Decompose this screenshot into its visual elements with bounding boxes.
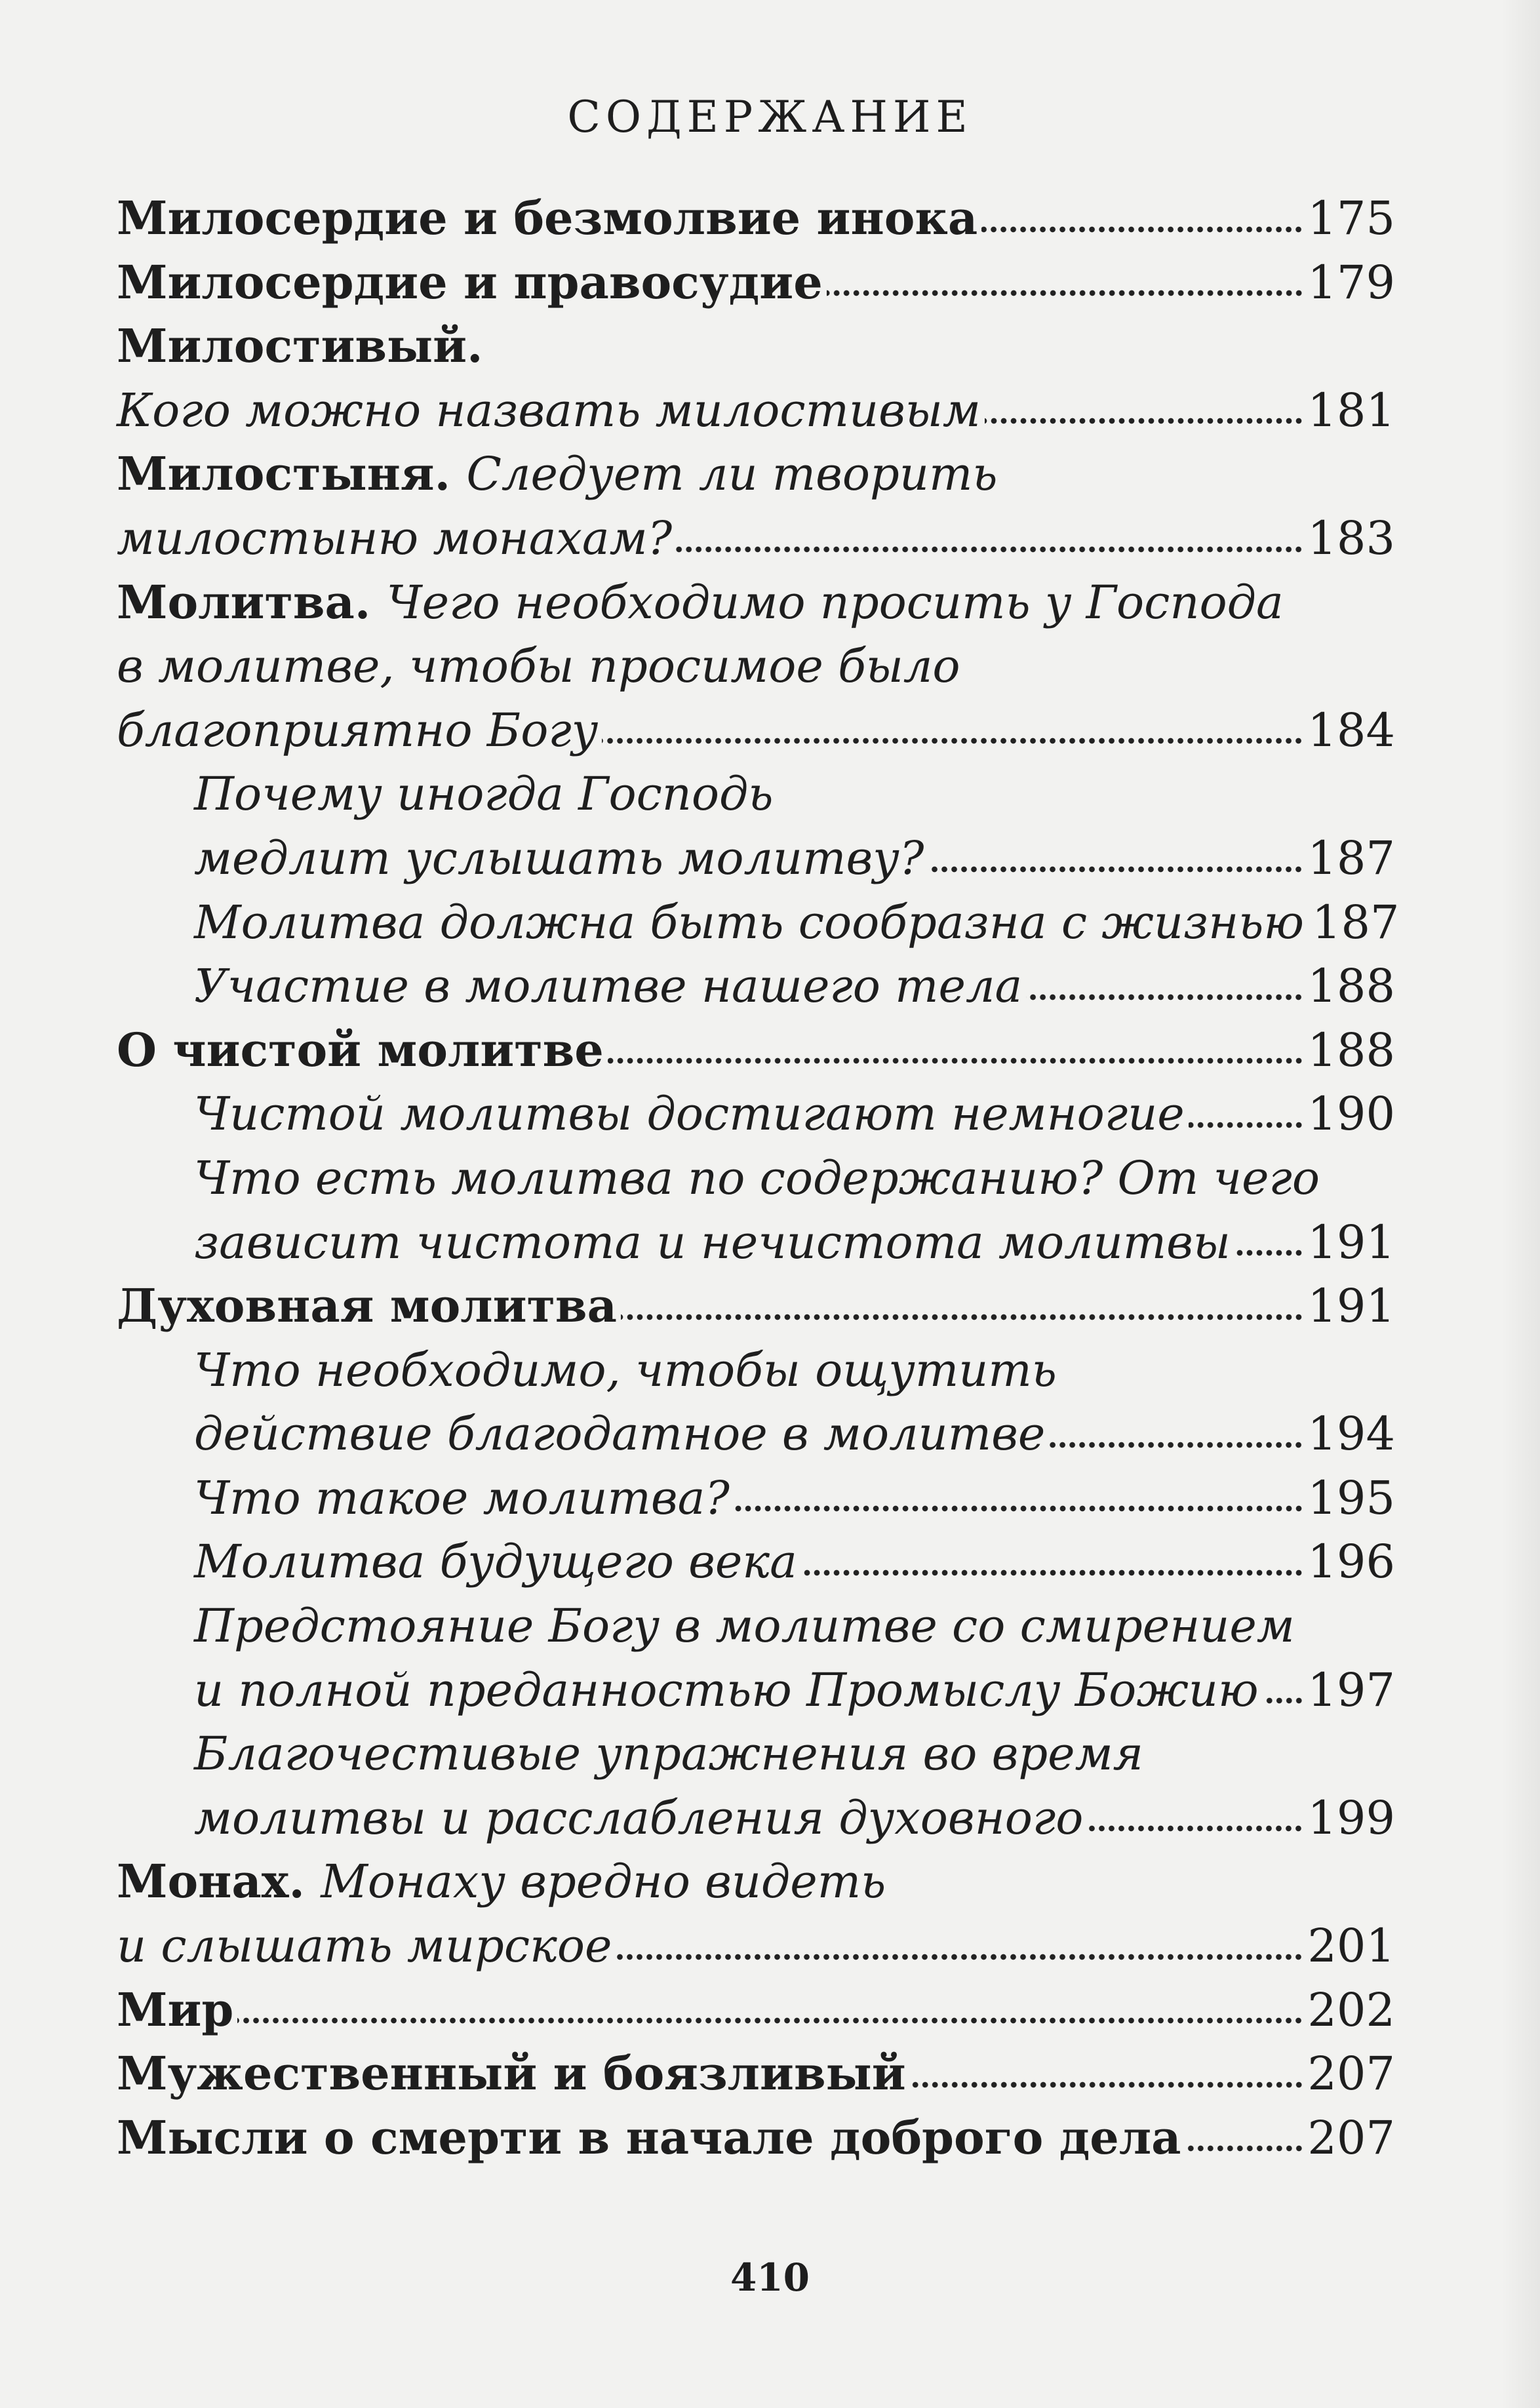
toc-entry (117, 1914, 1395, 1979)
toc-entry-title (194, 1210, 1231, 1275)
toc-entry-title (117, 250, 823, 315)
dot-leader (616, 1953, 1303, 1961)
dot-leader (801, 1569, 1304, 1577)
toc-entry-heading: Молитва. (117, 574, 387, 629)
toc-entry-subtitle: Чистой молитвы достигают немногие (194, 1087, 1185, 1141)
dot-leader (608, 1057, 1304, 1065)
toc-entry (117, 955, 1395, 1019)
toc-entry-heading: Милосердие и правосудие (117, 254, 823, 309)
toc-entry (117, 1850, 1395, 1914)
toc-entry (117, 891, 1400, 955)
toc-entry-subtitle: Участие в молитве нашего тела (194, 959, 1023, 1014)
toc-page-number: 190 (1307, 1087, 1395, 1141)
toc-entry-subtitle: зависит чистота и нечистота молитвы (194, 1215, 1231, 1269)
toc-entry-heading: Мир (117, 1982, 234, 2037)
toc-entry-title (117, 2042, 906, 2106)
toc-entry (117, 1530, 1395, 1594)
toc-page-number: 188 (1307, 1023, 1395, 1077)
dot-leader (734, 1505, 1304, 1512)
toc-entry (117, 1147, 1395, 1211)
toc-entry-subtitle: и полной преданностью Промыслу Божию (194, 1663, 1259, 1717)
dot-leader (928, 865, 1303, 873)
toc-entry-subtitle: медлит услышать молитву? (194, 831, 924, 885)
toc-entry-subtitle: Что необходимо, чтобы ощутить (194, 1343, 1057, 1397)
toc-entry-title (117, 1849, 886, 1914)
toc-entry (117, 251, 1395, 315)
toc-entry (117, 1402, 1395, 1467)
toc-entry-subtitle: Следует ли творить (466, 447, 998, 502)
toc-entry-title (117, 1274, 617, 1339)
toc-entry-title (194, 826, 924, 891)
page-edge-shadow (1501, 0, 1540, 2408)
toc-entry-title (194, 1082, 1185, 1147)
toc-page-number: 207 (1307, 2047, 1395, 2101)
toc-entry (117, 1211, 1395, 1275)
toc-page-number: 197 (1307, 1663, 1395, 1717)
toc-entry (117, 1722, 1395, 1786)
table-of-contents (117, 187, 1400, 2170)
toc-entry (117, 187, 1395, 251)
toc-entry-heading: Монах. (117, 1854, 321, 1909)
toc-entry-title (194, 1338, 1057, 1403)
toc-entry (117, 1979, 1395, 2043)
toc-entry-heading: Милостивый. (117, 319, 483, 374)
toc-entry-subtitle: в молитве, чтобы просимое было (117, 639, 960, 694)
toc-entry-heading: Духовная молитва (117, 1278, 617, 1333)
toc-entry-subtitle: Молитва будущего века (194, 1535, 797, 1589)
toc-entry-subtitle: Предстояние Богу в молитве со смирением (194, 1599, 1295, 1653)
toc-entry-title (117, 634, 960, 699)
toc-entry-title (194, 1658, 1259, 1723)
toc-entry-subtitle: милостыню монахам? (117, 511, 673, 565)
toc-page-number: 207 (1307, 2110, 1395, 2165)
toc-entry-heading: О чистой молитве (117, 1022, 604, 1077)
dot-leader (1049, 1441, 1303, 1449)
toc-entry (117, 443, 1395, 507)
dot-leader (237, 2017, 1303, 2024)
dot-leader (1234, 1249, 1303, 1257)
toc-entry-subtitle: Чего необходимо просить у Господа (386, 575, 1284, 629)
toc-entry-heading: Милосердие и безмолвие инока (117, 191, 978, 245)
dot-leader (1185, 2144, 1304, 2152)
toc-page-number: 187 (1307, 831, 1395, 885)
toc-entry-title (194, 1594, 1295, 1659)
toc-entry-subtitle: Что такое молитва? (194, 1470, 730, 1525)
toc-entry-subtitle: Монаху вредно видеть (321, 1855, 886, 1909)
toc-page-number: 187 (1311, 895, 1400, 949)
dot-leader (676, 545, 1303, 553)
toc-page-number: 199 (1307, 1790, 1395, 1845)
toc-entry (117, 762, 1395, 827)
toc-entry-subtitle: Благочестивые упражнения во время (194, 1727, 1143, 1781)
toc-page-number: 175 (1307, 191, 1395, 245)
toc-entry (117, 1339, 1395, 1403)
toc-entry (117, 1786, 1395, 1851)
toc-entry-subtitle: Молитва должна быть сообразна с жизнью (194, 895, 1304, 949)
toc-entry (117, 379, 1395, 443)
dot-leader (621, 1313, 1303, 1321)
toc-page-number: 201 (1307, 1919, 1395, 1973)
dot-leader (910, 2081, 1304, 2089)
toc-entry-heading: Милостыня. (117, 446, 467, 502)
toc-entry (117, 507, 1395, 571)
toc-entry (117, 2042, 1395, 2106)
dot-leader (1263, 1697, 1304, 1705)
toc-entry-subtitle: Что есть молитва по содержанию? От чего (194, 1151, 1320, 1205)
page-number: 410 (730, 2255, 810, 2300)
toc-entry-heading: Мужественный и боязливый (117, 2046, 906, 2101)
toc-page-number: 191 (1307, 1279, 1395, 1333)
toc-entry (117, 827, 1395, 891)
toc-entry-heading: Мысли о смерти в начале доброго дела (117, 2110, 1181, 2165)
toc-entry-title (117, 1978, 233, 2043)
toc-entry-title (194, 762, 774, 827)
dot-leader (1026, 993, 1303, 1001)
dot-leader (981, 226, 1303, 233)
toc-entry (117, 571, 1395, 635)
toc-entry (117, 1082, 1395, 1147)
toc-entry-title (194, 1146, 1320, 1211)
toc-entry-subtitle: действие благодатное в молитве (194, 1407, 1046, 1461)
toc-page-number: 184 (1307, 703, 1395, 757)
dot-leader (1189, 1121, 1304, 1129)
dot-leader (1087, 1825, 1303, 1832)
toc-page-number: 181 (1307, 383, 1395, 437)
toc-entry-title (194, 1786, 1083, 1851)
toc-entry (117, 1659, 1395, 1723)
toc-page-number: 194 (1307, 1407, 1395, 1461)
toc-page-number: 191 (1307, 1215, 1395, 1269)
dot-leader (602, 737, 1303, 745)
page-title: СОДЕРЖАНИЕ (567, 92, 973, 142)
toc-page-number: 183 (1307, 511, 1395, 565)
toc-entry-subtitle: Почему иногда Господь (194, 767, 774, 821)
toc-page-number: 188 (1307, 959, 1395, 1014)
toc-entry (117, 1467, 1395, 1531)
toc-entry-title (117, 506, 672, 571)
toc-entry-title (194, 1722, 1143, 1786)
toc-page-number: 179 (1307, 255, 1395, 309)
toc-entry (117, 699, 1395, 763)
toc-entry-title (117, 570, 1284, 635)
toc-entry-subtitle: Кого можно назвать милостивым (117, 383, 981, 437)
toc-entry-subtitle: молитвы и расслабления духовного (194, 1790, 1084, 1845)
toc-entry-title (194, 890, 1304, 955)
toc-entry-title (117, 186, 977, 251)
toc-entry-title (117, 1914, 612, 1979)
toc-entry-subtitle: благоприятно Богу (117, 703, 599, 757)
dot-leader (985, 417, 1304, 425)
toc-page-number: 195 (1307, 1470, 1395, 1525)
toc-entry (117, 1019, 1395, 1083)
toc-entry-title (117, 2106, 1181, 2171)
toc-entry-title (117, 442, 997, 507)
toc-entry (117, 1594, 1395, 1659)
toc-entry-title (194, 1466, 730, 1531)
toc-entry-title (194, 1530, 797, 1594)
toc-entry (117, 2106, 1395, 2171)
toc-entry (117, 635, 1395, 699)
toc-entry (117, 315, 1395, 379)
toc-entry-subtitle: и слышать мирское (117, 1919, 612, 1973)
toc-entry-title (194, 1402, 1045, 1467)
toc-entry-title (117, 378, 981, 443)
dot-leader (827, 289, 1304, 297)
toc-entry-title (117, 698, 598, 763)
toc-page-number: 202 (1307, 1983, 1395, 2037)
toc-entry-title (117, 314, 483, 379)
toc-entry-title (194, 954, 1022, 1019)
toc-page-number: 196 (1307, 1535, 1395, 1589)
toc-entry (117, 1274, 1395, 1339)
toc-entry-title (117, 1018, 604, 1083)
